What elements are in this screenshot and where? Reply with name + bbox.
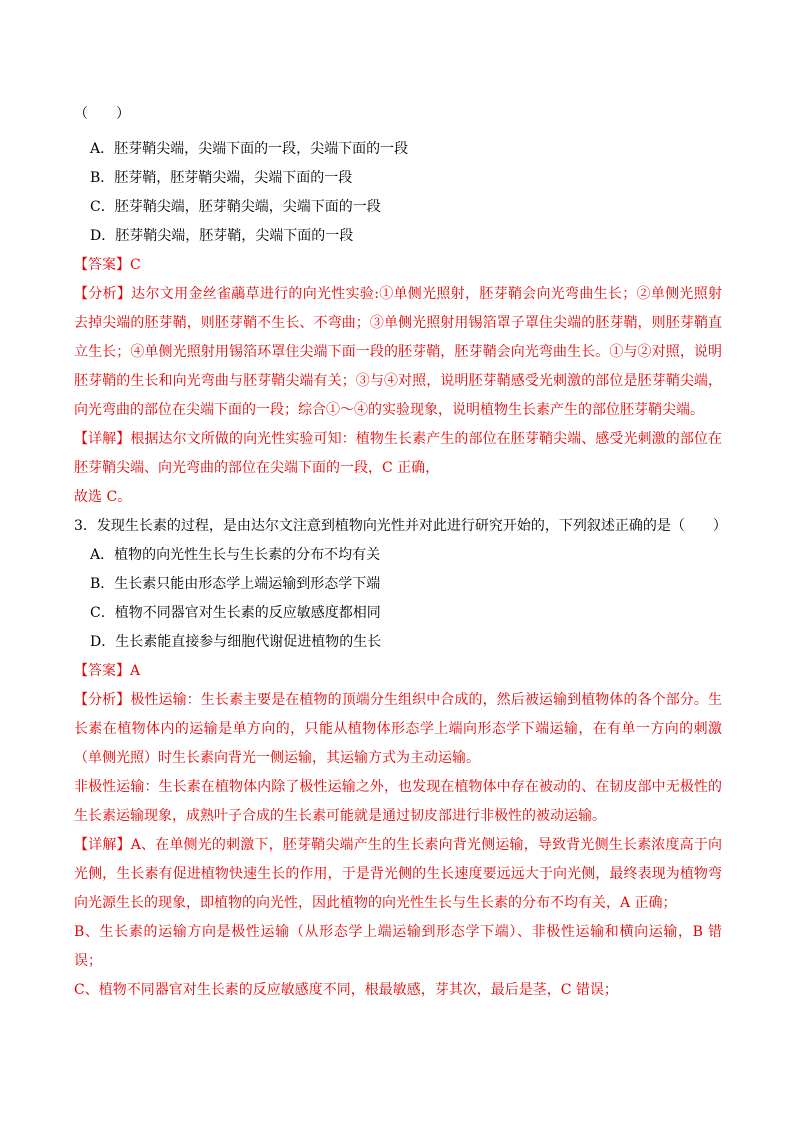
q2-option-c: C．胚芽鞘尖端，胚芽鞘尖端，尖端下面的一段 (90, 199, 381, 215)
q3-nonpolar: 非极性运输：生长素在植物体内除了极性运输之外，也发现在植物体中存在被动的、在韧皮部中无极性的生长素运输现象，成熟叶子合成的生长素可能就是通过韧皮部进行非极性的被动运输。 (74, 779, 722, 824)
q2-analysis: 【分析】达尔文用金丝雀虉草进行的向光性实验:①单侧光照射，胚芽鞘会向光弯曲生长；②单侧光照射去掉尖端的胚芽鞘，则胚芽鞘不生长、不弯曲；③单侧光照射用锡箔罩子罩住尖端的胚芽鞘，则胚芽鞘直立生长；④单侧光照射用锡箔环罩住尖端下面一段的胚芽鞘，胚芽鞘会向光弯曲生长。①与②对照，说明胚芽鞘的生长和向光弯曲与胚芽鞘尖端有关；③与④对照，说明胚芽鞘感受光刺激的部位是胚芽鞘尖端，向光弯曲的部位在尖端下面的一段；综合①～④的实验现象，说明植物生长素产生的部位胚芽鞘尖端。 (74, 286, 722, 418)
q2-option-b: B．胚芽鞘，胚芽鞘尖端，尖端下面的一段 (90, 170, 353, 186)
q3-analysis: 【分析】极性运输：生长素主要是在植物的顶端分生组织中合成的，然后被运输到植物体的各个部分。生长素在植物体内的运输是单方向的，只能从植物体形态学上端向形态学下端运输，在有单一方向的刺激（单侧光照）时生长素向背光一侧运输，其运输方式为主动运输。 (74, 692, 722, 766)
q2-detail: 【详解】根据达尔文所做的向光性实验可知：植物生长素产生的部位在胚芽鞘尖端、感受光刺激的部位在胚芽鞘尖端、向光弯曲的部位在尖端下面的一段，C 正确， (74, 431, 722, 476)
q2-conclusion: 故选 C。 (74, 489, 132, 505)
q3-option-b: B．生长素只能由形态学上端运输到形态学下端 (90, 576, 381, 592)
document-page (74, 100, 727, 1005)
q2-answer: 【答案】C (74, 257, 141, 273)
q2-option-d: D．胚芽鞘尖端，胚芽鞘，尖端下面的一段 (90, 228, 354, 244)
q3-detail-a: 【详解】A、在单侧光的刺激下，胚芽鞘尖端产生的生长素向背光侧运输，导致背光侧生长素浓度高于向光侧，生长素有促进植物快速生长的作用，于是背光侧的生长速度要远远大于向光侧，最终表现为植物弯向光源生长的现象，即植物的向光性，因此植物的向光性生长与生长素的分布不均有关，A 正确； (74, 837, 722, 911)
q2-stem-tail: （ ） (74, 106, 130, 122)
q3-detail-c: C、植物不同器官对生长素的反应敏感度不同，根最敏感，芽其次，最后是茎，C 错误； (74, 982, 618, 998)
q3-answer: 【答案】A (74, 663, 141, 679)
q3-detail-b: B、生长素的运输方向是极性运输（从形态学上端运输到形态学下端）、非极性运输和横向运输，B 错误； (74, 924, 722, 969)
q3-option-c: C．植物不同器官对生长素的反应敏感度都相同 (90, 605, 381, 621)
q2-option-a: A．胚芽鞘尖端，尖端下面的一段，尖端下面的一段 (90, 141, 409, 157)
q3-option-d: D．生长素能直接参与细胞代谢促进植物的生长 (90, 634, 382, 650)
q3-stem: 3．发现生长素的过程，是由达尔文注意到植物向光性并对此进行研究开始的，下列叙述正确的是（ ） (74, 518, 727, 534)
q3-option-a: A．植物的向光性生长与生长素的分布不均有关 (90, 547, 381, 563)
